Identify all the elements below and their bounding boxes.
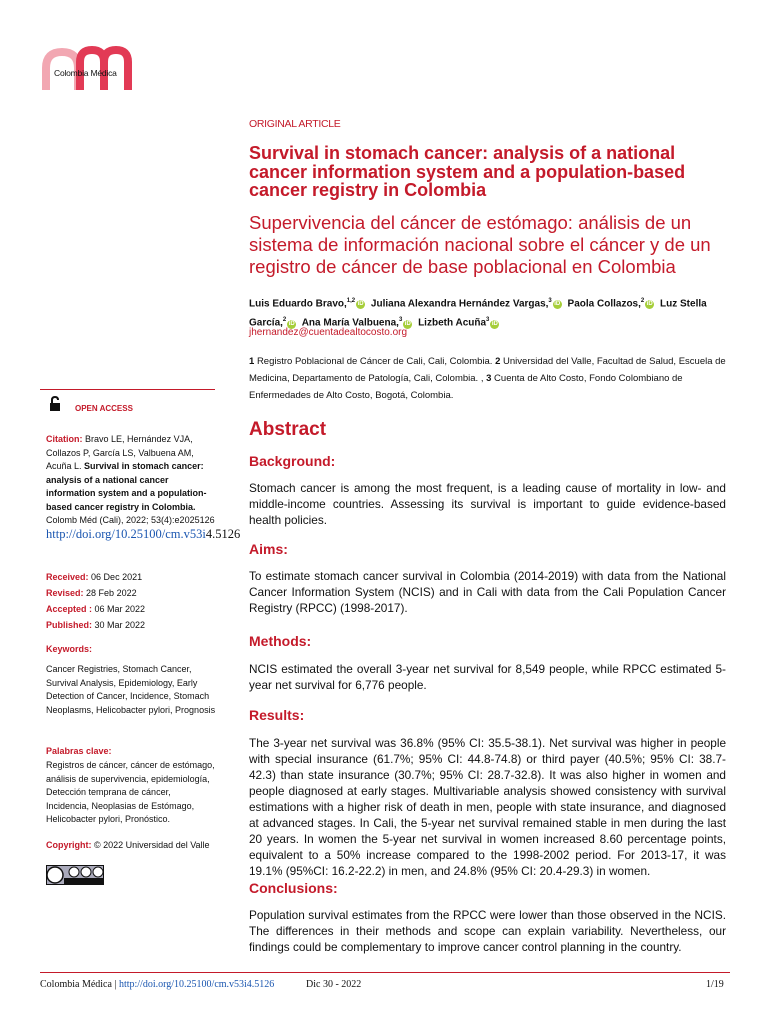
title-english: Survival in stomach cancer: analysis of a national cancer information system and a population-based cancer registry in Colombia bbox=[249, 143, 686, 200]
received-date: 06 Dec 2021 bbox=[91, 572, 143, 582]
author-name[interactable]: Luz Stella García, bbox=[249, 298, 707, 329]
author-affil-sup: 2 bbox=[640, 298, 645, 304]
citation-block bbox=[46, 433, 241, 542]
title-spanish: Supervivencia del cáncer de estómago: análisis de un sistema de información nacional sobre el cáncer y de un registro de cáncer de base poblacional en Colombia bbox=[249, 212, 711, 277]
orcid-icon[interactable]: iD bbox=[288, 320, 295, 327]
background-text: Stomach cancer is among the most frequent, is a leading cause of mortality in low- and middle-income countries. Assessing its survival is important to guide evidence-based health policies. bbox=[249, 481, 726, 527]
methods-text: NCIS estimated the overall 3-year net survival for 8,549 people, while RPCC estimated 5-year net survival for 6,776 people. bbox=[249, 662, 726, 692]
conclusions-heading: Conclusions: bbox=[249, 880, 338, 896]
footer-divider bbox=[40, 972, 730, 973]
journal-logo bbox=[40, 46, 136, 94]
aims-text: To estimate stomach cancer survival in Colombia (2014-2019) with data from the National Cancer Information System (NCIS) and in Cali with data from the Cali Population Cancer Registry (RPCC) (1998-2017). bbox=[249, 569, 726, 615]
affil-number: 2 bbox=[495, 356, 501, 367]
citation-title: Survival in stomach cancer: analysis of a national cancer information system and a population-based cancer registry in Colombia. bbox=[46, 461, 207, 512]
corresponding-email[interactable]: jhernandez@cuentadealtocosto.org bbox=[249, 327, 408, 338]
author-name[interactable]: Paola Collazos, bbox=[567, 298, 641, 310]
cc-license-icon[interactable] bbox=[46, 865, 104, 885]
author-name[interactable]: Luis Eduardo Bravo, bbox=[249, 298, 347, 310]
author-affil-sup: 3 bbox=[486, 317, 490, 324]
author-affil-sup: 1,2 bbox=[346, 298, 356, 304]
footer-doi-link[interactable]: http://doi.org/10.25100/cm.v53i4.5126 bbox=[118, 979, 275, 990]
author-name[interactable]: Ana María Valbuena, bbox=[301, 317, 399, 329]
citation-doi-link[interactable]: 4.5126 bbox=[205, 526, 241, 541]
copyright-block bbox=[46, 839, 216, 853]
citation-doi-link[interactable]: org/10.25100/cm.v53i bbox=[94, 526, 206, 541]
orcid-icon[interactable]: iD bbox=[357, 301, 364, 308]
results-heading: Results: bbox=[249, 707, 305, 723]
article-type: ORIGINAL ARTICLE bbox=[249, 118, 341, 130]
orcid-icon[interactable]: iD bbox=[404, 320, 411, 327]
author-affil-sup: 3 bbox=[398, 317, 403, 324]
accepted-date: 06 Mar 2022 bbox=[94, 604, 146, 614]
open-access-label: OPEN ACCESS bbox=[75, 404, 133, 413]
copyright-text: © 2022 Universidad del Valle bbox=[94, 840, 210, 850]
citation-doi-link[interactable]: http://doi. bbox=[46, 526, 95, 541]
affil-number: 3 bbox=[486, 373, 492, 384]
page-number: 1/19 bbox=[706, 979, 724, 990]
citation-authors: Bravo LE, Hernández VJA, Collazos P, García LS, Valbuena AM, Acuña L. bbox=[46, 434, 194, 471]
aims-heading: Aims: bbox=[249, 541, 288, 557]
revised-label: Revised: bbox=[46, 588, 84, 598]
published-label: Published: bbox=[46, 620, 93, 630]
palabras-clave-heading: Palabras clave: bbox=[46, 746, 112, 756]
author-affil-sup: 3 bbox=[548, 298, 552, 304]
open-lock-icon bbox=[49, 396, 61, 412]
author-name[interactable]: Juliana Alexandra Hernández Vargas, bbox=[370, 298, 549, 310]
author-affil-sup: 2 bbox=[282, 317, 287, 324]
footer-journal: Colombia Médica | bbox=[40, 979, 117, 990]
copyright-label: Copyright: bbox=[46, 840, 92, 850]
citation-label: Citation: bbox=[46, 434, 83, 444]
keywords-text: Cancer Registries, Stomach Cancer, Survival Analysis, Epidemiology, Early Detection of Cancer, Incidence, Stomach Neoplasms, Helicobacter pylori, Prognosis bbox=[46, 664, 216, 715]
sidebar-divider bbox=[40, 389, 215, 390]
methods-heading: Methods: bbox=[249, 633, 312, 649]
author-list bbox=[249, 293, 729, 332]
affil-text: Universidad del Valle, Facultad de Salud, Escuela de Medicina, Departamento de Patología, Cali, Colombia. , bbox=[249, 356, 726, 384]
published-date: 30 Mar 2022 bbox=[94, 620, 146, 630]
affiliations bbox=[249, 353, 729, 404]
affil-text: Cuenta de Alto Costo, Fondo Colombiano de Enfermedades de Alto Costo, Bogotá, Colombia. bbox=[249, 373, 683, 401]
abstract-heading: Abstract bbox=[249, 419, 327, 440]
keywords-heading: Keywords: bbox=[46, 644, 93, 654]
revised-date: 28 Feb 2022 bbox=[86, 588, 137, 598]
orcid-icon[interactable]: iD bbox=[646, 301, 653, 308]
results-text: The 3-year net survival was 36.8% (95% CI: 35.5-38.1). Net survival was higher in people with special insurance (61.7%; 95% CI: 44.8-74.8) or third payer (40.5%; 95% CI: 38.7-42.3) than state insurance (30.7%; 95% CI: 28.7-32.8). It was also higher in women and people diagnosed at early stages. Multivariable analysis showed consistency with survival estimations with a higher risk of death in men, people with state insurance, and diagnosed at advanced stages. In Cali, the 5-year net survival remained stable in men during the last 20 years. In women the 5-year net survival in women increased 8.60 percentage points, equivalent to a 50% increase compared to the 1998-2002 period. For 2013-17, it was 19.1% (95%CI: 16.2-22.2) in men, and 24.8% (95% CI: 20.4-29.3) in women. bbox=[249, 736, 726, 878]
article-dates bbox=[46, 569, 216, 633]
received-label: Received: bbox=[46, 572, 89, 582]
citation-journal: Colomb Méd (Cali), 2022; 53(4):e2025126 bbox=[46, 515, 215, 525]
affil-number: 1 bbox=[249, 356, 255, 367]
affil-text: Registro Poblacional de Cáncer de Cali, Cali, Colombia. bbox=[256, 356, 493, 367]
logo-text: Colombia Médica bbox=[54, 68, 117, 78]
accepted-label: Accepted : bbox=[46, 604, 93, 614]
palabras-clave-text: Registros de cáncer, cáncer de estómago, análisis de supervivencia, epidemiología, Detección temprana de cáncer, Incidencia, Neoplasias de Estómago, Helicobacter pylori, Pronóstico. bbox=[46, 760, 215, 824]
background-heading: Background: bbox=[249, 453, 336, 469]
orcid-icon[interactable]: iD bbox=[491, 320, 498, 327]
footer-citation bbox=[40, 979, 274, 990]
author-name[interactable]: Lizbeth Acuña bbox=[418, 317, 487, 329]
orcid-icon[interactable]: iD bbox=[554, 301, 561, 308]
footer-date: Dic 30 - 2022 bbox=[306, 979, 362, 990]
conclusions-text: Population survival estimates from the RPCC were lower than those observed in the NCIS. The differences in their methods and scope can explain variability. Nevertheless, our findings could be complementary to improve cancer control planning in the country. bbox=[249, 908, 726, 954]
